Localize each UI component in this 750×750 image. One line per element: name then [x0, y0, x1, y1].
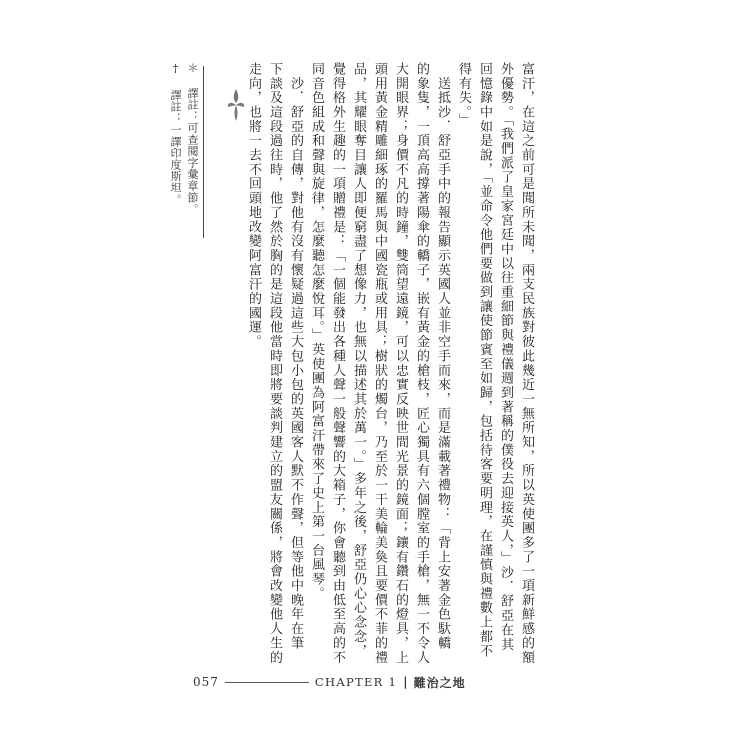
body-column-13: 下談及這段過往時，他了然於胸的是這段他當時即將要談判建立的盟友關係，將會改變他人生的 [267, 62, 282, 665]
body-column-3: 回憶錄中如是說，「並命令他們要做到讓使節賓至如歸，包括待客要明理，在謹慎與禮數上都不 [477, 62, 492, 659]
body-column-14: 走向，也將一去不回頭地改變阿富汗的國運。 [246, 62, 261, 349]
footnote-divider [203, 66, 204, 238]
chapter-title: 難治之地 [413, 675, 466, 690]
footnote-1: ＊ 譯註：可查閱字彙章節。 [186, 62, 199, 215]
chapter-label: CHAPTER 1 [314, 675, 398, 689]
footnote-2: † 譯註：一譯印度斯坦。 [169, 62, 182, 206]
page-number: 057 [193, 675, 219, 689]
body-column-9: 品，其耀眼奪目讓人即便窮盡了想像力，也無以描述其於萬一。」多年之後，舒亞仍心心念念， [351, 62, 366, 659]
footer-separator: | [403, 675, 408, 689]
page-footer [193, 672, 613, 692]
body-column-12: 沙．舒亞的自傳，對他有沒有懷疑過這些大包小包的英國客人默不作聲，但等他中晚年在筆 [288, 62, 303, 651]
body-column-4: 得有失。」 [456, 62, 471, 128]
footer-rule [225, 682, 309, 683]
body-column-8: 頭用黃金精雕細琢的羅馬與中國瓷瓶或用具；樹狀的燭台，乃至於一干美輪美奐且要價不菲的禮 [372, 62, 387, 665]
fleuron-icon [226, 87, 246, 123]
body-column-6: 的象隻，一頂高高撐著陽傘的轎子，嵌有黃金的槍枝，匠心獨具有六個膛室的手槍，無一不令人 [414, 62, 429, 665]
body-column-5: 送抵沙．舒亞手中的報告顯示英國人並非空手而來，而是滿載著禮物：「背上安著金色馱轎 [435, 62, 450, 651]
body-column-11: 同音色組成和聲與旋律，怎麼聽怎麼悅耳。」英使團為阿富汗帶來了史上第一台風琴。 [309, 62, 324, 601]
body-column-2: 外優勢。「我們派了皇家宮廷中以往重細節與禮儀週到著稱的僕役去迎接英人，」沙．舒亞在其 [498, 62, 513, 652]
body-column-10: 覺得格外生趣的一項贈禮是：「一個能發出各種人聲一般聲響的大箱子，你會聽到由低至高的不 [330, 62, 345, 665]
body-column-7: 大開眼界；身價不凡的時鐘，雙筒望遠鏡，可以忠實反映世間光景的鏡面；鑲有鑽石的燈具，上 [393, 62, 408, 665]
body-column-1: 富汗，在這之前可是聞所未聞，兩支民族對彼此幾近一無所知，所以英使團多了一項新鮮感的額 [519, 62, 534, 665]
